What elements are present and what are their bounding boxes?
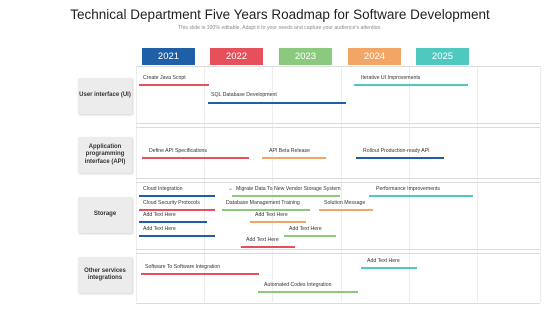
task-label: Iterative UI Improvements — [361, 75, 421, 81]
task-bar — [241, 246, 295, 248]
task-bar — [139, 235, 215, 237]
page-title: Technical Department Five Years Roadmap for Software Development — [70, 7, 490, 22]
task-bar — [258, 291, 358, 293]
year-header-2022: 2022 — [210, 48, 263, 65]
row-band-integrations — [136, 253, 540, 304]
task-label: Add Text Here — [367, 258, 400, 264]
year-header-2023: 2023 — [279, 48, 332, 65]
task-label: Automated Codes Integration — [264, 282, 332, 288]
task-label: Solution Message — [324, 200, 366, 206]
task-bar — [208, 102, 346, 104]
row-band-ui — [136, 66, 540, 124]
task-label: Rollout Production-ready API — [363, 148, 430, 154]
year-header-2021: 2021 — [142, 48, 195, 65]
task-label: Create Java Script — [143, 75, 186, 81]
task-label: Add Text Here — [143, 212, 176, 218]
row-label-integrations: Other services integrations — [78, 257, 132, 293]
task-bar — [354, 84, 468, 86]
caret-down-icon: ⌄ — [228, 186, 234, 192]
year-header-2025: 2025 — [416, 48, 469, 65]
task-bar — [284, 235, 336, 237]
row-label-storage: Storage — [78, 197, 132, 233]
task-bar — [356, 157, 444, 159]
task-bar — [139, 195, 215, 197]
task-bar — [141, 273, 259, 275]
task-label: Performance Improvements — [376, 186, 441, 192]
row-label-api: Application programming interface (API) — [78, 137, 132, 173]
task-label: Migrate Data To New Vendor Storage System — [236, 186, 341, 192]
task-label: Add Text Here — [246, 237, 279, 243]
task-label: Database Management Training — [226, 200, 300, 206]
task-label: Add Text Here — [289, 226, 322, 232]
task-label: Cloud Integration — [143, 186, 183, 192]
year-header-2024: 2024 — [348, 48, 401, 65]
page-subtitle: This slide is 100% editable. Adapt it to your needs and capture your audience's attention. — [178, 25, 382, 31]
task-bar — [361, 267, 417, 269]
task-bar — [262, 157, 326, 159]
task-label: Define API Specifications — [149, 148, 207, 154]
task-bar — [250, 221, 306, 223]
task-bar — [369, 195, 473, 197]
row-label-ui: User interface (UI) — [78, 78, 132, 114]
task-bar — [139, 209, 215, 211]
task-bar — [319, 209, 373, 211]
task-label: API Beta Release — [269, 148, 310, 154]
grid-line — [540, 66, 541, 302]
task-label: Cloud Security Protocols — [143, 200, 200, 206]
task-bar — [139, 84, 209, 86]
task-bar — [222, 209, 310, 211]
task-bar — [232, 195, 340, 197]
task-label: Software To Software Integration — [145, 264, 221, 270]
task-label: SQL Database Development — [211, 92, 277, 98]
task-label: Add Text Here — [143, 226, 176, 232]
task-label: Add Text Here — [255, 212, 288, 218]
task-bar — [139, 221, 207, 223]
task-bar — [142, 157, 249, 159]
